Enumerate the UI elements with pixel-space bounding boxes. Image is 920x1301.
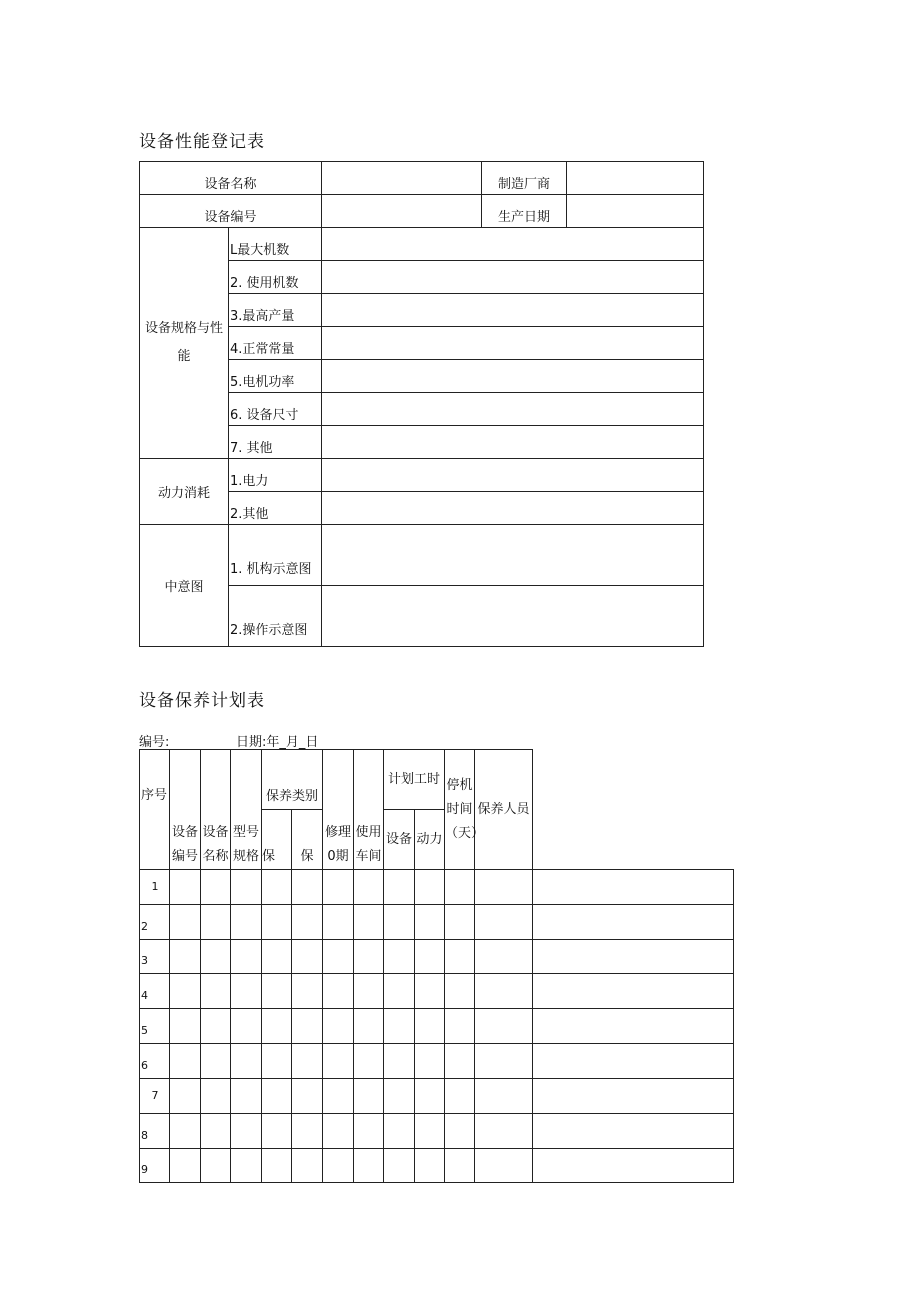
header-maint-type: 保养类别 <box>262 750 323 810</box>
plan-cell[interactable] <box>533 1149 734 1183</box>
plan-cell[interactable] <box>475 940 533 974</box>
plan-cell[interactable] <box>354 905 384 940</box>
plan-cell[interactable] <box>201 1044 231 1079</box>
plan-cell[interactable] <box>231 870 262 905</box>
diagram-value[interactable] <box>322 525 704 586</box>
plan-cell[interactable] <box>354 1009 384 1044</box>
plan-cell[interactable] <box>262 1009 292 1044</box>
spec-item: 3.最高产量 <box>229 294 322 327</box>
plan-cell[interactable] <box>445 1114 475 1149</box>
plan-cell[interactable] <box>384 870 415 905</box>
plan-cell[interactable] <box>262 1149 292 1183</box>
spec-value[interactable] <box>322 327 704 360</box>
plan-cell[interactable] <box>415 905 445 940</box>
plan-cell[interactable] <box>262 870 292 905</box>
plan-cell[interactable] <box>475 974 533 1009</box>
plan-cell[interactable] <box>323 1044 354 1079</box>
plan-cell[interactable] <box>170 1149 201 1183</box>
plan-cell[interactable] <box>445 905 475 940</box>
table-row <box>140 974 734 1009</box>
plan-cell[interactable] <box>292 905 323 940</box>
plan-cell[interactable] <box>415 1114 445 1149</box>
spec-item: 4.正常常量 <box>229 327 322 360</box>
plan-cell[interactable] <box>445 870 475 905</box>
plan-cell[interactable] <box>384 905 415 940</box>
plan-cell[interactable] <box>231 1149 262 1183</box>
plan-cell[interactable] <box>170 870 201 905</box>
plan-cell[interactable] <box>415 940 445 974</box>
spec-item: 2. 使用机数 <box>229 261 322 294</box>
plan-cell[interactable] <box>323 1149 354 1183</box>
plan-cell[interactable] <box>292 870 323 905</box>
table-row <box>140 940 734 974</box>
plan-cell[interactable] <box>445 1009 475 1044</box>
plan-cell[interactable] <box>533 870 734 905</box>
plan-cell[interactable] <box>445 1044 475 1079</box>
table-row <box>140 870 734 905</box>
plan-cell[interactable] <box>354 940 384 974</box>
plan-cell[interactable] <box>170 905 201 940</box>
plan-cell[interactable] <box>170 1079 201 1114</box>
plan-cell[interactable] <box>533 1009 734 1044</box>
header-device-no: 设备编号 <box>170 750 201 870</box>
plan-cell[interactable] <box>445 940 475 974</box>
spec-value[interactable] <box>322 393 704 426</box>
plan-cell[interactable] <box>323 1079 354 1114</box>
header-device-name: 设备名称 <box>201 750 231 870</box>
device-name-cell[interactable] <box>322 162 482 195</box>
plan-cell[interactable] <box>354 1149 384 1183</box>
plan-no-label: 编号: <box>139 735 170 750</box>
plan-cell[interactable] <box>292 940 323 974</box>
plan-cell[interactable] <box>262 1044 292 1079</box>
plan-cell[interactable] <box>170 1044 201 1079</box>
plan-cell[interactable] <box>170 1009 201 1044</box>
spec-item: 6. 设备尺寸 <box>229 393 322 426</box>
power-item: 1.电力 <box>229 459 322 492</box>
plan-cell[interactable] <box>323 1114 354 1149</box>
plan-cell[interactable] <box>231 1044 262 1079</box>
plan-cell[interactable] <box>384 1079 415 1114</box>
row-number: 8 <box>140 1114 170 1149</box>
plan-cell[interactable] <box>231 940 262 974</box>
header-planned-hours: 计划工时 <box>384 750 445 810</box>
plan-cell[interactable] <box>262 974 292 1009</box>
plan-cell[interactable] <box>231 1079 262 1114</box>
header-staff: 保养人员 <box>475 750 533 870</box>
plan-cell[interactable] <box>201 940 231 974</box>
plan-cell[interactable] <box>262 1079 292 1114</box>
plan-cell[interactable] <box>475 1044 533 1079</box>
plan-cell[interactable] <box>231 1009 262 1044</box>
plan-cell[interactable] <box>384 974 415 1009</box>
manufacturer-cell[interactable] <box>567 162 704 195</box>
plan-cell[interactable] <box>415 870 445 905</box>
header-power: 动力 <box>415 810 445 870</box>
device-name-label: 设备名称 <box>140 162 322 195</box>
plan-cell[interactable] <box>533 1114 734 1149</box>
row-number: 9 <box>140 1149 170 1183</box>
diagram-item: 2.操作示意图 <box>229 586 322 647</box>
header-downtime: 停机时间（天） <box>445 750 475 870</box>
row-number: 7 <box>140 1079 170 1114</box>
header-equipment: 设备 <box>384 810 415 870</box>
table-row <box>140 1079 734 1114</box>
production-date-cell[interactable] <box>567 195 704 228</box>
plan-cell[interactable] <box>292 1149 323 1183</box>
plan-cell[interactable] <box>384 940 415 974</box>
plan-cell[interactable] <box>201 1009 231 1044</box>
header-workshop: 使用车间 <box>354 750 384 870</box>
plan-cell[interactable] <box>475 905 533 940</box>
plan-cell[interactable] <box>415 1009 445 1044</box>
plan-cell[interactable] <box>292 1079 323 1114</box>
row-number: 6 <box>140 1044 170 1079</box>
diagram-value[interactable] <box>322 586 704 647</box>
manufacturer-label: 制造厂商 <box>482 162 567 195</box>
plan-cell[interactable] <box>323 1009 354 1044</box>
plan-cell[interactable] <box>201 1079 231 1114</box>
plan-cell[interactable] <box>354 1079 384 1114</box>
plan-cell[interactable] <box>231 1114 262 1149</box>
plan-cell[interactable] <box>354 974 384 1009</box>
spec-item: 7. 其他 <box>229 426 322 459</box>
plan-cell[interactable] <box>415 1044 445 1079</box>
plan-cell[interactable] <box>323 974 354 1009</box>
plan-cell[interactable] <box>354 870 384 905</box>
plan-cell[interactable] <box>415 1149 445 1183</box>
spec-value[interactable] <box>322 294 704 327</box>
spec-value[interactable] <box>322 426 704 459</box>
table-row <box>140 905 734 940</box>
table-row <box>140 1149 734 1183</box>
registration-table <box>139 161 704 647</box>
plan-cell[interactable] <box>475 1114 533 1149</box>
plan-cell[interactable] <box>292 1009 323 1044</box>
table-row <box>140 1114 734 1149</box>
plan-cell[interactable] <box>231 905 262 940</box>
plan-cell[interactable] <box>323 905 354 940</box>
plan-cell[interactable] <box>292 974 323 1009</box>
production-date-label: 生产日期 <box>482 195 567 228</box>
row-number: 1 <box>140 870 170 905</box>
device-no-label: 设备编号 <box>140 195 322 228</box>
diagram-item: 1. 机构示意图 <box>229 525 322 586</box>
registration-title: 设备性能登记表 <box>139 132 265 152</box>
plan-cell[interactable] <box>415 974 445 1009</box>
plan-cell[interactable] <box>533 940 734 974</box>
spec-label: 设备规格与性能 <box>140 228 229 459</box>
plan-cell[interactable] <box>533 1044 734 1079</box>
plan-cell[interactable] <box>475 870 533 905</box>
plan-cell[interactable] <box>170 974 201 1009</box>
plan-cell[interactable] <box>323 870 354 905</box>
header-maint-a: 保 <box>262 810 292 870</box>
plan-cell[interactable] <box>445 974 475 1009</box>
plan-cell[interactable] <box>292 1114 323 1149</box>
plan-cell[interactable] <box>384 1009 415 1044</box>
plan-cell[interactable] <box>445 1149 475 1183</box>
spec-value[interactable] <box>322 228 704 261</box>
diagram-label: 中意图 <box>140 525 229 647</box>
plan-title: 设备保养计划表 <box>139 691 265 711</box>
spec-value[interactable] <box>322 360 704 393</box>
plan-cell[interactable] <box>354 1044 384 1079</box>
plan-cell[interactable] <box>262 905 292 940</box>
spec-item: 5.电机功率 <box>229 360 322 393</box>
plan-table <box>139 749 734 1183</box>
plan-cell[interactable] <box>201 1114 231 1149</box>
plan-cell[interactable] <box>445 1079 475 1114</box>
header-maint-b: 保 <box>292 810 323 870</box>
plan-cell[interactable] <box>384 1044 415 1079</box>
plan-cell[interactable] <box>384 1114 415 1149</box>
plan-cell[interactable] <box>170 940 201 974</box>
power-value[interactable] <box>322 492 704 525</box>
device-no-cell[interactable] <box>322 195 482 228</box>
plan-cell[interactable] <box>475 1079 533 1114</box>
spec-value[interactable] <box>322 261 704 294</box>
header-repair: 修理0期 <box>323 750 354 870</box>
row-number: 2 <box>140 905 170 940</box>
header-model: 型号规格 <box>231 750 262 870</box>
plan-date-label: 日期:年_月_日 <box>236 735 319 750</box>
row-number: 4 <box>140 974 170 1009</box>
plan-cell[interactable] <box>323 940 354 974</box>
header-seq: 序号 <box>140 750 170 870</box>
plan-cell[interactable] <box>475 1009 533 1044</box>
row-number: 3 <box>140 940 170 974</box>
plan-cell[interactable] <box>201 1149 231 1183</box>
plan-cell[interactable] <box>201 974 231 1009</box>
plan-cell[interactable] <box>262 1114 292 1149</box>
row-number: 5 <box>140 1009 170 1044</box>
power-value[interactable] <box>322 459 704 492</box>
plan-cell[interactable] <box>533 905 734 940</box>
power-item: 2.其他 <box>229 492 322 525</box>
plan-cell[interactable] <box>292 1044 323 1079</box>
plan-cell[interactable] <box>415 1079 445 1114</box>
power-label: 动力消耗 <box>140 459 229 525</box>
plan-cell[interactable] <box>384 1149 415 1183</box>
plan-cell[interactable] <box>201 905 231 940</box>
plan-cell[interactable] <box>231 974 262 1009</box>
plan-cell[interactable] <box>533 974 734 1009</box>
plan-cell[interactable] <box>354 1114 384 1149</box>
plan-cell[interactable] <box>262 940 292 974</box>
plan-cell[interactable] <box>201 870 231 905</box>
spec-item: L最大机数 <box>229 228 322 261</box>
plan-cell[interactable] <box>533 1079 734 1114</box>
plan-cell[interactable] <box>170 1114 201 1149</box>
table-row <box>140 1009 734 1044</box>
plan-cell[interactable] <box>475 1149 533 1183</box>
table-row <box>140 1044 734 1079</box>
